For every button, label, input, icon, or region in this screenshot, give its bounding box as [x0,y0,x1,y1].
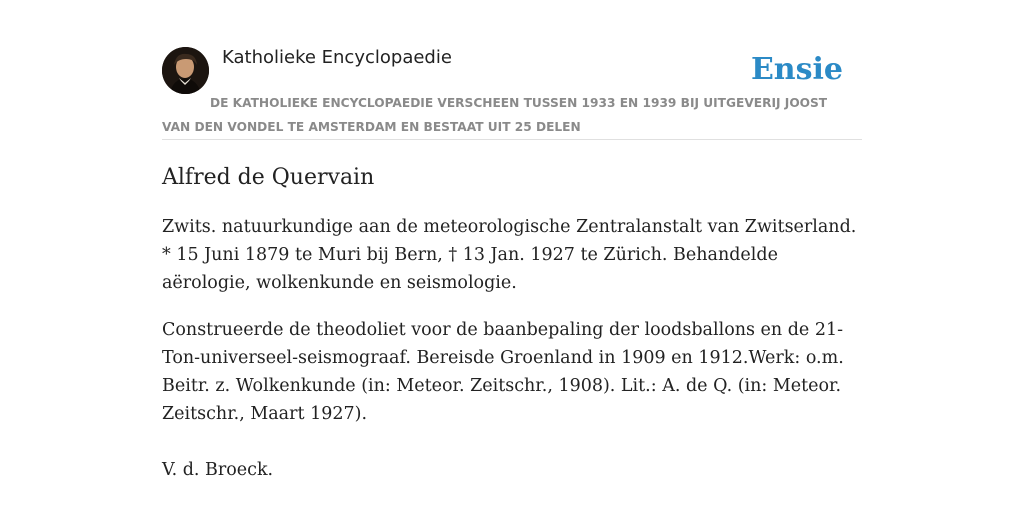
article-title: Alfred de Quervain [162,165,375,190]
encyclopedia-portrait-avatar[interactable] [162,47,209,94]
article-author: V. d. Broeck. [162,460,274,480]
article [162,160,862,484]
article-paragraph: Construeerde de theodoliet voor de baanbepaling der loodsballons en de 21-Ton-universeel-seismograaf. Bereisde Groenland in 1909 en 1912.Werk: o.m. Beitr. z. Wolkenkunde (in: Meteor. Zeitschr., 1908). Lit.: A. de Q. (in: Meteor. Zeitschr., Maart 1927). [162,320,844,424]
article-paragraph: Zwits. natuurkundige aan de meteorologische Zentralanstalt van Zwitserland. * 15 Juni 1879 te Muri bij Bern, † 13 Jan. 1927 te Zürich. Behandelde aërologie, wolkenkunde en seismologie. [162,217,857,293]
site-tagline: DE KATHOLIEKE ENCYCLOPAEDIE VERSCHEEN TUSSEN 1933 EN 1939 BIJ UITGEVERIJ JOOST VAN DEN VONDEL TE AMSTERDAM EN BESTAAT UIT 25 DELEN [162,96,828,134]
ensie-logo[interactable]: Ensie [750,52,843,87]
site-title[interactable]: Katholieke Encyclopaedie [222,47,452,68]
site-header [162,46,862,140]
